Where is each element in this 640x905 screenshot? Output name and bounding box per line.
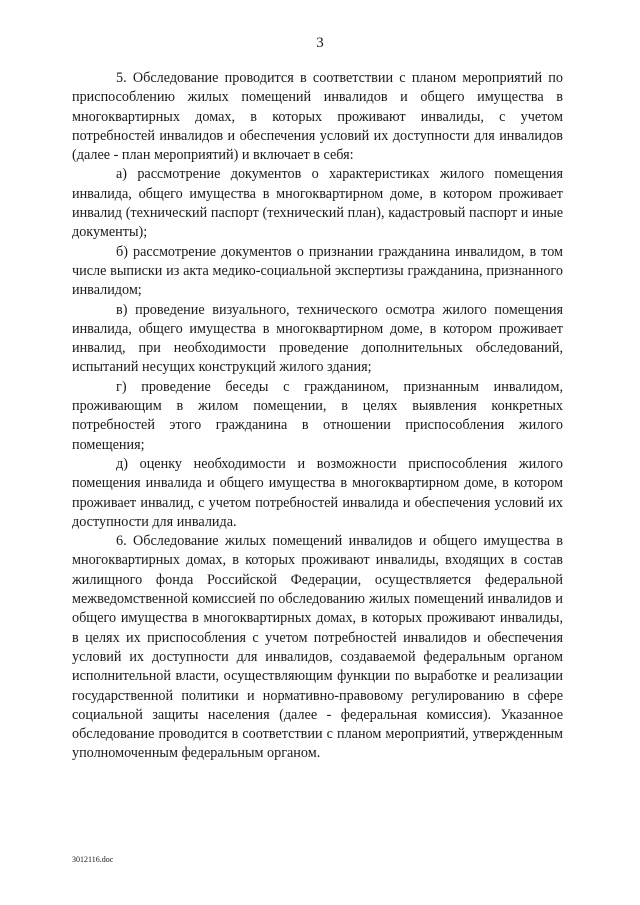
document-body (72, 69, 563, 764)
page-number: 3 (316, 35, 324, 51)
file-name-footer: 3012116.doc (72, 855, 114, 864)
paragraph-subitem-d: д) оценку необходимости и возможности приспособления жилого помещения инвалида и общего имущества в многоквартирном доме, в котором проживает инвалид, с учетом потребностей инвалида и обеспечения условий их доступности для инвалида. (72, 455, 563, 530)
paragraph-subitem-v: в) проведение визуального, технического осмотра жилого помещения инвалида, общего имущества в многоквартирном доме, в котором проживает инвалид, при необходимости проведение дополнительных обследований, испытаний несущих конструкций жилого здания; (72, 301, 563, 376)
paragraph-subitem-g: г) проведение беседы с гражданином, признанным инвалидом, проживающим в жилом помещении, в целях выявления конкретных потребностей этого гражданина в отношении приспособления жилого помещения; (72, 378, 563, 453)
paragraph-subitem-b: б) рассмотрение документов о признании гражданина инвалидом, в том числе выписки из акта медико-социальной экспертизы гражданина, признанного инвалидом; (72, 243, 563, 299)
paragraph-item-6: 6. Обследование жилых помещений инвалидов и общего имущества в многоквартирных домах, в которых проживают инвалиды, входящих в состав жилищного фонда Российской Федерации, осуществляется федеральной межведомственной комиссией по обследованию жилых помещений инвалидов и общего имущества в многоквартирных домах, в которых проживают инвалиды, в целях их приспособления с учетом потребностей инвалидов и обеспечения условий их доступности для инвалидов, создаваемой федеральным органом исполнительной власти, осуществляющим функции по выработке и реализации государственной политики и нормативно-правовому регулированию в сфере социальной защиты населения (далее - федеральная комиссия). Указанное обследование проводится в соответствии с планом мероприятий, утвержденным уполномоченным федеральным органом. (72, 533, 563, 762)
paragraph-item-5: 5. Обследование проводится в соответствии с планом мероприятий по приспособлению жилых помещений инвалидов и общего имущества в многоквартирных домах, в которых проживают инвалиды, с учетом потребностей инвалидов и обеспечения условий их доступности для инвалидов (далее - план мероприятий) и включает в себя: (72, 70, 563, 164)
paragraph-subitem-a: а) рассмотрение документов о характеристиках жилого помещения инвалида, общего имущества в многоквартирном доме, в котором проживает инвалид (технический паспорт (технический план), кадастровый паспорт и иные документы); (72, 166, 563, 241)
